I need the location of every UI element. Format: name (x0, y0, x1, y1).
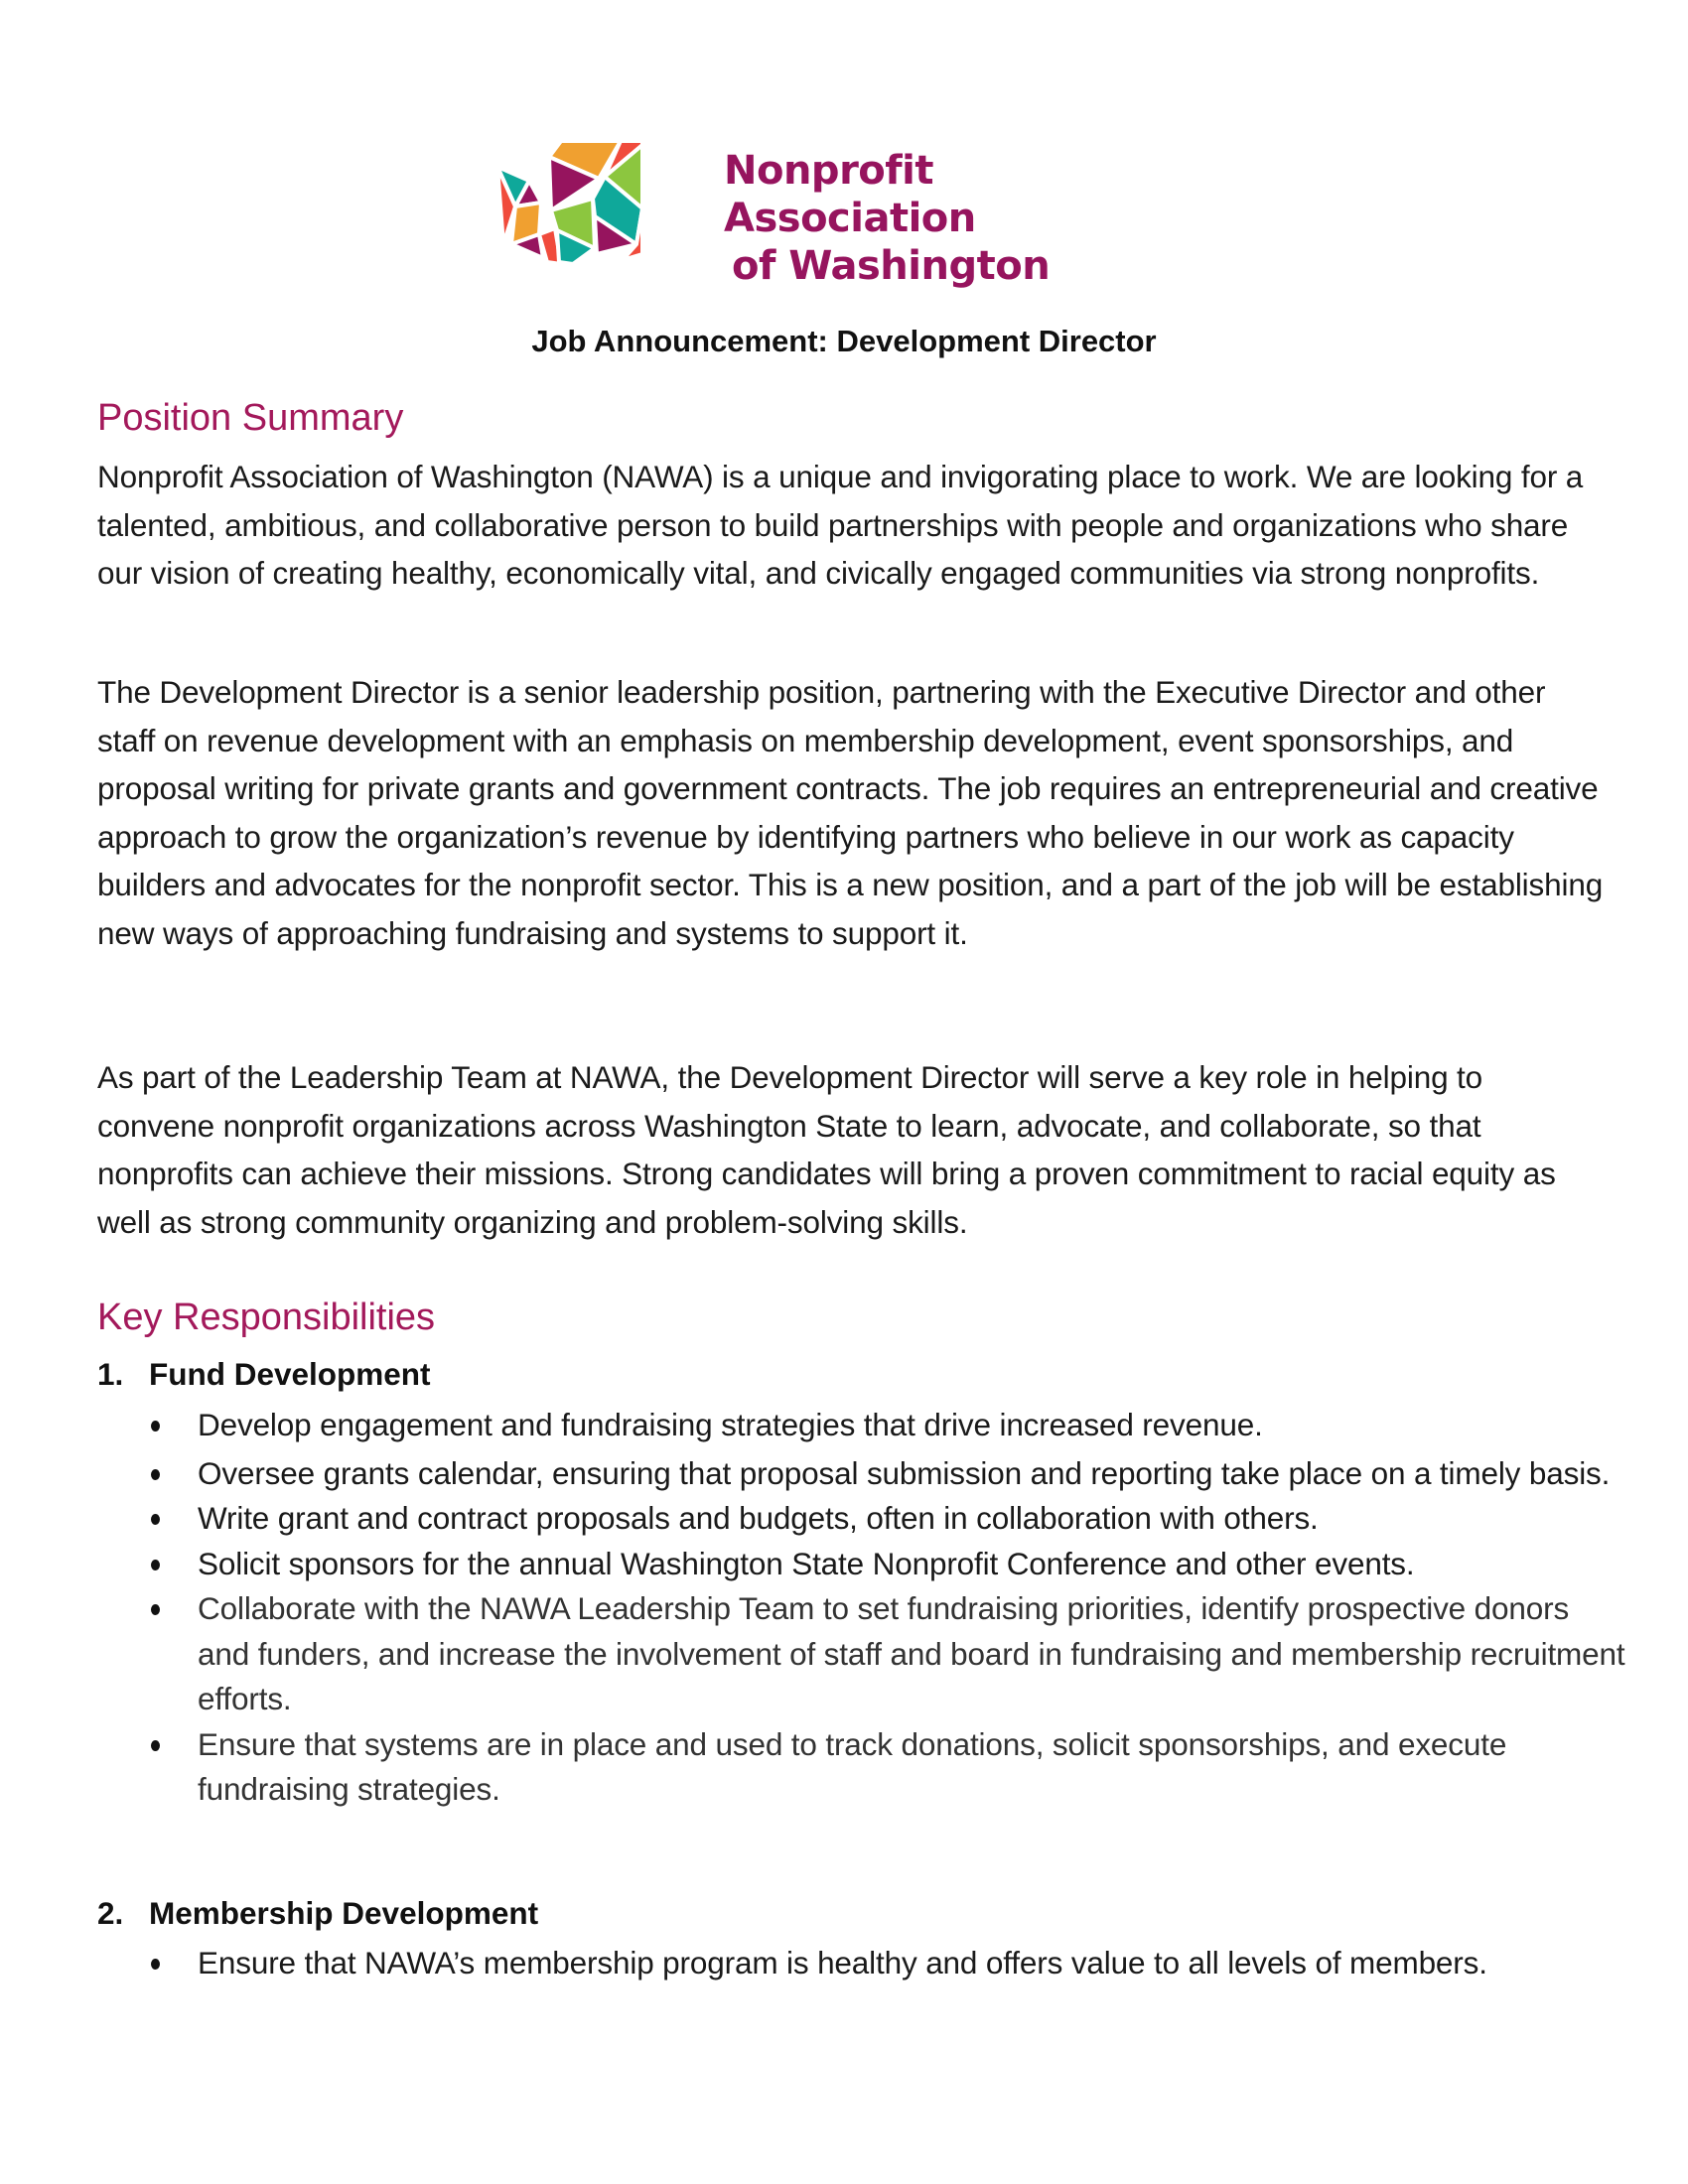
bullet-icon (151, 1560, 160, 1570)
responsibility-heading-fund-development (97, 1356, 431, 1393)
section-heading-key-responsibilities: Key Responsibilities (97, 1297, 436, 1338)
logo-wordmark (724, 147, 1189, 290)
list-item: Develop engagement and fundraising strategies that drive increased revenue. (97, 1403, 1626, 1448)
list-item: Oversee grants calendar, ensuring that proposal submission and reporting take place on a timely basis. (97, 1451, 1626, 1497)
responsibility-title: Membership Development (149, 1895, 539, 1931)
section-heading-position-summary: Position Summary (97, 397, 404, 439)
bullet-icon (151, 1514, 160, 1525)
bullet-icon (151, 1959, 160, 1970)
bullet-icon (151, 1469, 160, 1480)
paragraph-intro: Nonprofit Association of Washington (NAWA) is a unique and invigorating place to work. We are looking for a talented, ambitious, and collaborative person to build partnerships with people and organizations who share our vision of creating healthy, economically vital, and civically engaged communities via strong nonprofits. (97, 459, 1584, 591)
list-item: Ensure that systems are in place and used to track donations, solicit sponsorships, and execute fundraising strategies. (97, 1722, 1626, 1813)
responsibility-title: Fund Development (149, 1356, 431, 1392)
paragraph-role-description: The Development Director is a senior leadership position, partnering with the Executive Director and other staff on revenue development with an emphasis on membership development, event sponsorships, and proposal writing for private grants and government contracts. The job requires an entrepreneurial and creative approach to grow the organization’s revenue by identifying partners who believe in our work as capacity builders and advocates for the nonprofit sector. This is a new position, and a part of the job will be establishing new ways of approaching fundraising and systems to support it. (97, 674, 1604, 951)
washington-mosaic-logo-icon (493, 137, 688, 264)
list-item: Solicit sponsors for the annual Washington State Nonprofit Conference and other events. (97, 1542, 1626, 1587)
bullet-icon (151, 1421, 160, 1432)
logo-text-line2: of Washington (732, 243, 1051, 289)
list-number: 1. (97, 1356, 124, 1392)
bullet-icon (151, 1740, 160, 1751)
nawa-logo (493, 137, 1189, 289)
list-item: Write grant and contract proposals and budgets, often in collaboration with others. (97, 1496, 1626, 1542)
responsibility-heading-membership-development (97, 1895, 538, 1932)
document-title: Job Announcement: Development Director (531, 324, 1157, 358)
logo-text-line1: Nonprofit Association (724, 148, 976, 241)
fund-development-bullet-list (97, 1403, 1626, 1813)
bullet-icon (151, 1604, 160, 1615)
list-number: 2. (97, 1895, 124, 1931)
list-item: Ensure that NAWA’s membership program is healthy and offers value to all levels of members. (97, 1941, 1626, 1986)
list-item: Collaborate with the NAWA Leadership Team to set fundraising priorities, identify prospective donors and funders, and increase the involvement of staff and board in fundraising and membership recruitment efforts. (97, 1586, 1626, 1722)
membership-development-bullet-list (97, 1941, 1626, 1986)
paragraph-leadership-team: As part of the Leadership Team at NAWA, the Development Director will serve a key role in helping to convene nonprofit organizations across Washington State to learn, advocate, and collaborate, so that nonprofits can achieve their missions. Strong candidates will bring a proven commitment to racial equity as well as strong community organizing and problem-solving skills. (97, 1059, 1556, 1240)
